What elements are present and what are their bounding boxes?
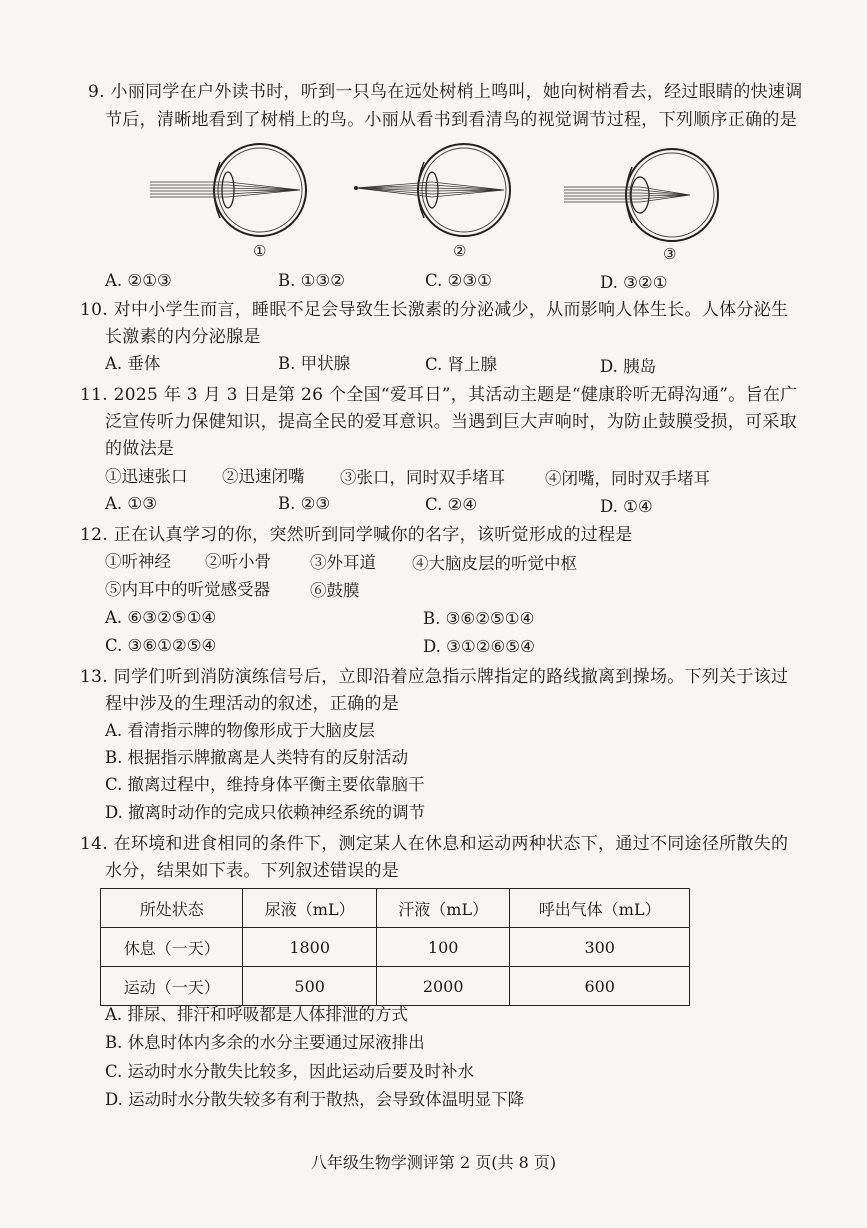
q12-option-c: C. ③⑥①②⑤④ [105,636,217,655]
eye-diagram-2 [352,140,517,245]
q9-option-a: A. ②①③ [105,271,172,290]
table-cell: 运动（一天） [101,967,243,1006]
q12-item-4: ④大脑皮层的听觉中枢 [412,554,577,573]
q11-option-b: B. ②③ [278,494,331,513]
q9-stem-line1: 9. 小丽同学在户外读书时，听到一只鸟在远处树梢上鸣叫，她向树梢看去，经过眼睛的快速调 [88,82,803,102]
q13-option-a: A. 看清指示牌的物像形成于大脑皮层 [105,721,375,740]
eye-label-3: ③ [663,245,677,263]
table-cell: 2000 [376,967,510,1006]
q14-option-a: A. 排尿、排汗和呼吸都是人体排泄的方式 [105,1005,408,1024]
q12-item-6: ⑥鼓膜 [310,581,360,600]
q11-item-2: ②迅速闭嘴 [222,467,305,486]
table-header-cell: 所处状态 [101,889,243,928]
q12-item-1: ①听神经 [105,552,171,571]
q10-option-c: C. 肾上腺 [425,355,498,374]
q14-stem-line2: 水分，结果如下表。下列叙述错误的是 [105,861,400,881]
q11-option-a: A. ①③ [105,494,157,513]
q14-option-c: C. 运动时水分散失比较多，因此运动后要及时补水 [105,1062,475,1081]
q9-option-b: B. ①③② [278,271,345,290]
q10-stem-line2: 长激素的内分泌腺是 [105,327,261,347]
table-cell: 100 [376,928,510,967]
q9-stem-line2: 节后，清晰地看到了树梢上的鸟。小丽从看书到看清鸟的视觉调节过程，下列顺序正确的是 [105,110,797,130]
q11-item-1: ①迅速张口 [105,467,188,486]
q9-option-d: D. ③②① [600,273,668,292]
q11-option-d: D. ①④ [600,497,653,516]
q11-option-c: C. ②④ [425,495,478,514]
q11-stem-line2: 泛宣传听力保健知识，提高全民的爱耳意识。当遇到巨大声响时，为防止鼓膜受损，可采取 [105,412,797,432]
q14-stem-line1: 14. 在环境和进食相同的条件下，测定某人在休息和运动两种状态下，通过不同途径所散失的 [80,834,789,854]
table-row [101,967,690,1006]
table-header-cell: 呼出气体（mL） [510,889,690,928]
q13-stem-line2: 程中涉及的生理活动的叙述，正确的是 [105,694,400,714]
table-cell: 1800 [243,928,377,967]
q12-item-3: ③外耳道 [310,553,376,572]
q10-option-a: A. 垂体 [105,354,161,373]
table-header-cell: 汗液（mL） [376,889,510,928]
q13-stem-line1: 13. 同学们听到消防演练信号后，立即沿着应急指示牌指定的路线撤离到操场。下列关于该过 [80,667,789,687]
q12-option-a: A. ⑥③②⑤①④ [105,608,217,627]
q12-option-b: B. ③⑥②⑤①④ [423,609,535,628]
q12-item-5: ⑤内耳中的听觉感受器 [105,580,270,599]
table-row [101,928,690,967]
q11-stem-line3: 的做法是 [105,439,175,459]
q14-option-d: D. 运动时水分散失较多有利于散热，会导致体温明显下降 [105,1090,525,1109]
eye-diagram-3 [560,145,725,250]
q11-item-3: ③张口，同时双手堵耳 [340,468,505,487]
q12-item-2: ②听小骨 [205,552,271,571]
q10-stem-line1: 10. 对中小学生而言，睡眠不足会导致生长激素的分泌减少，从而影响人体生长。人体分泌生 [80,300,789,320]
table-cell: 500 [243,967,377,1006]
eye-diagram-1 [148,140,318,245]
table-cell: 休息（一天） [101,928,243,967]
q13-option-c: C. 撤离过程中，维持身体平衡主要依靠脑干 [105,775,425,794]
q12-option-d: D. ③①②⑥⑤④ [423,637,535,656]
table-header-row [101,889,690,928]
q13-option-b: B. 根据指示牌撤离是人类特有的反射活动 [105,748,409,767]
q13-option-d: D. 撤离时动作的完成只依赖神经系统的调节 [105,803,426,822]
q12-stem-line1: 12. 正在认真学习的你，突然听到同学喊你的名字，该听觉形成的过程是 [80,525,633,545]
page-footer: 八年级生物学测评第 2 页(共 8 页) [310,1153,557,1172]
water-loss-table [100,888,690,1006]
q10-option-d: D. 胰岛 [600,357,657,376]
table-cell: 300 [510,928,690,967]
table-header-cell: 尿液（mL） [243,889,377,928]
eye-label-1: ① [253,242,267,260]
q14-option-b: B. 休息时体内多余的水分主要通过尿液排出 [105,1033,425,1052]
q9-option-c: C. ②③① [425,271,492,290]
q11-stem-line1: 11. 2025 年 3 月 3 日是第 26 个全国“爱耳日”，其活动主题是“健康聆听无碍沟通”。旨在广 [80,385,798,405]
eye-label-2: ② [453,242,467,260]
table-cell: 600 [510,967,690,1006]
q11-item-4: ④闭嘴，同时双手堵耳 [545,469,710,488]
q10-option-b: B. 甲状腺 [278,354,351,373]
